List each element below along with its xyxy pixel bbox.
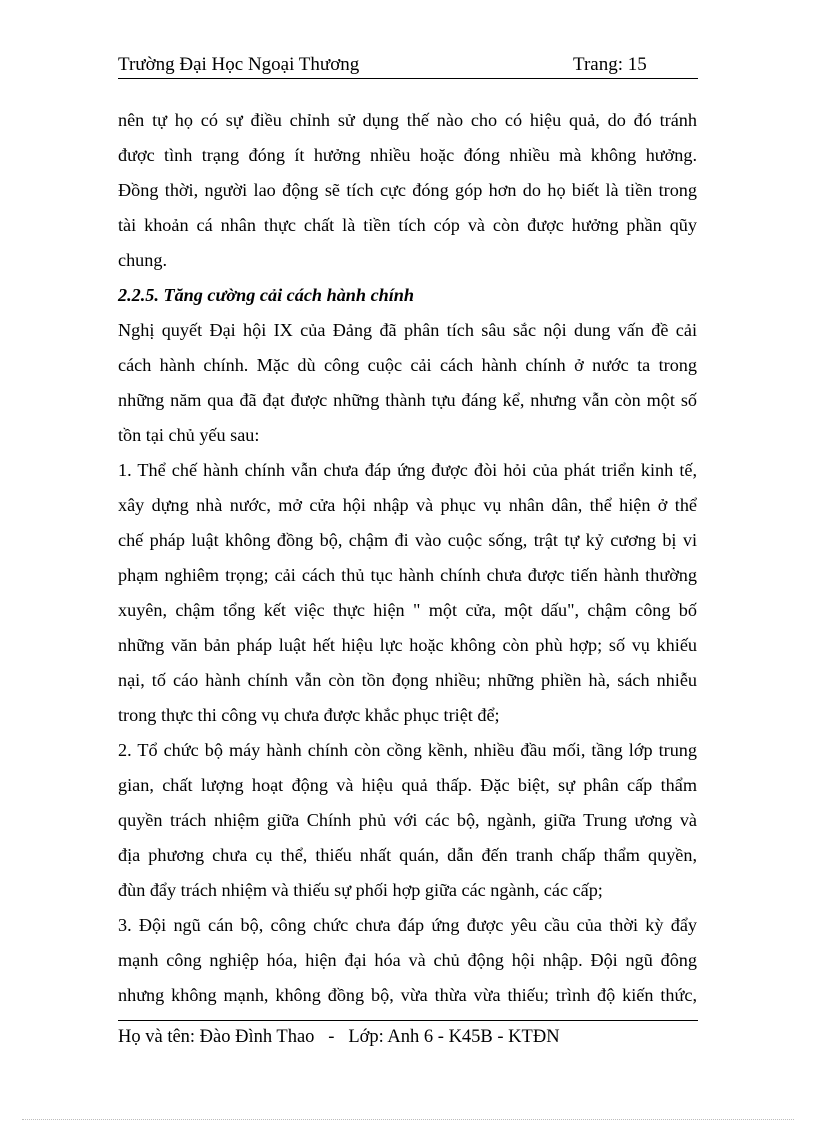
text-line: phạm nghiêm trọng; cải cách thủ tục hành chính chưa được tiến hành thường [118, 565, 697, 585]
paragraph [118, 908, 697, 1013]
text-line: quyền trách nhiệm giữa Chính phủ với các bộ, ngành, giữa Trung ương và [118, 810, 697, 830]
text-line: nên tự họ có sự điều chỉnh sử dụng thế nào cho có hiệu quả, do đó tránh [118, 110, 697, 130]
text-line: 1. Thể chế hành chính vẫn chưa đáp ứng được đòi hỏi của phát triển kinh tế, [118, 460, 697, 480]
page-boundary-divider [22, 1119, 794, 1120]
text-line: những năm qua đã đạt được những thành tựu đáng kể, nhưng vẫn còn một số [118, 390, 697, 410]
text-line: đùn đẩy trách nhiệm và thiếu sự phối hợp giữa các ngành, các cấp; [118, 880, 603, 900]
paragraph [118, 453, 697, 733]
school-name: Trường Đại Học Ngoại Thương [118, 54, 360, 75]
text-line: Đồng thời, người lao động sẽ tích cực đóng góp hơn do họ biết là tiền trong [118, 180, 697, 200]
text-line: gian, chất lượng hoạt động và hiệu quả thấp. Đặc biệt, sự phân cấp thẩm [118, 775, 697, 795]
text-line: mạnh công nghiệp hóa, hiện đại hóa và chủ động hội nhập. Đội ngũ đông [118, 950, 697, 970]
text-line: 2.2.5. Tăng cường cải cách hành chính [118, 285, 415, 305]
text-line: chế pháp luật không đồng bộ, chậm đi vào cuộc sống, trật tự kỷ cương bị vi [118, 530, 697, 550]
text-line: cách hành chính. Mặc dù công cuộc cải cách hành chính ở nước ta trong [118, 355, 697, 375]
paragraph [118, 103, 697, 278]
text-line: nhưng không mạnh, không đồng bộ, vừa thừa vừa thiếu; trình độ kiến thức, [118, 985, 697, 1005]
text-line: Nghị quyết Đại hội IX của Đảng đã phân tích sâu sắc nội dung vấn đề cải [118, 320, 697, 340]
text-line: xây dựng nhà nước, mở cửa hội nhập và phục vụ nhân dân, thể hiện ở thể [118, 495, 697, 515]
page-header [118, 52, 698, 79]
text-line: được tình trạng đóng ít hưởng nhiều hoặc đóng nhiều mà không hưởng. [118, 145, 697, 165]
author-info: Họ và tên: Đào Đình Thao - Lớp: Anh 6 - K45B - KTĐN [118, 1027, 560, 1047]
page-number: Trang: 15 [573, 54, 647, 75]
document-body [118, 103, 697, 1013]
section-heading [118, 278, 697, 313]
text-line: địa phương chưa cụ thể, thiếu nhất quán, dẫn đến tranh chấp thẩm quyền, [118, 845, 697, 865]
text-line: 2. Tổ chức bộ máy hành chính còn cồng kềnh, nhiều đầu mối, tầng lớp trung [118, 740, 697, 760]
text-line: tồn tại chủ yếu sau: [118, 425, 260, 445]
text-line: nại, tố cáo hành chính vẫn còn tồn đọng nhiều; những phiền hà, sách nhiễu [118, 670, 697, 690]
page-footer [118, 1020, 698, 1048]
text-line: tài khoản cá nhân thực chất là tiền tích cóp và còn được hưởng phần qũy [118, 215, 697, 235]
text-line: những văn bản pháp luật hết hiệu lực hoặc không còn phù hợp; số vụ khiếu [118, 635, 697, 655]
text-line: chung. [118, 250, 167, 270]
paragraph [118, 313, 697, 453]
paragraph [118, 733, 697, 908]
text-line: trong thực thi công vụ chưa được khắc phục triệt để; [118, 705, 500, 725]
text-line: xuyên, chậm tổng kết việc thực hiện " một cửa, một dấu", chậm công bố [118, 600, 697, 620]
text-line: 3. Đội ngũ cán bộ, công chức chưa đáp ứng được yêu cầu của thời kỳ đẩy [118, 915, 697, 935]
